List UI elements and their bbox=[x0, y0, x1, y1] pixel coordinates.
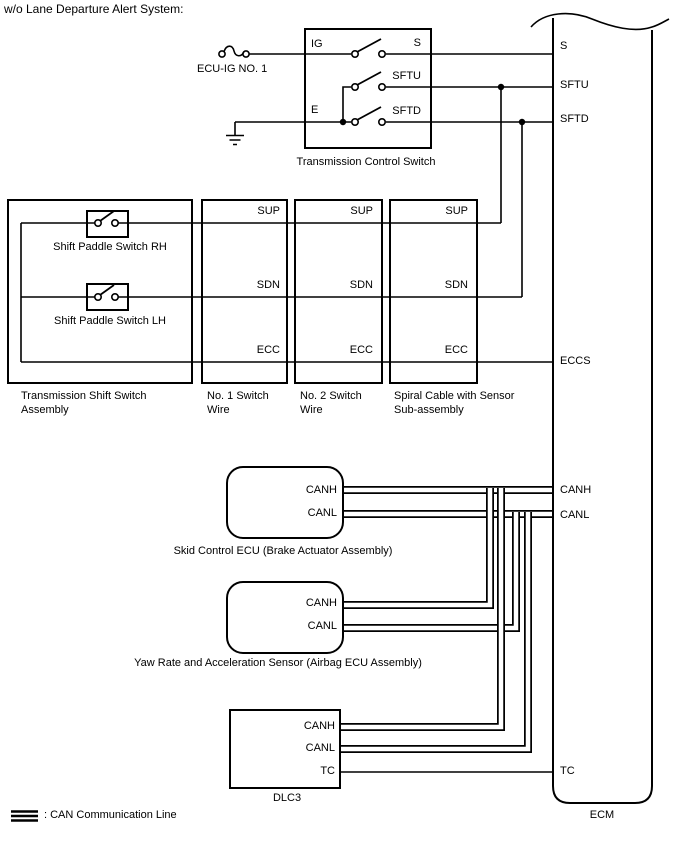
sw2-terminal-ecc: ECC bbox=[349, 344, 373, 356]
sw1-terminal-ecc: ECC bbox=[256, 344, 280, 356]
tcs-caption: Transmission Control Switch bbox=[296, 156, 436, 168]
skid-caption: Skid Control ECU (Brake Actuator Assembly) bbox=[173, 545, 393, 557]
ecm-terminal-canl: CANL bbox=[560, 509, 590, 521]
sw1-terminal-sdn: SDN bbox=[256, 279, 280, 291]
tcs-terminal-ig: IG bbox=[311, 38, 323, 50]
skid-terminal-canh: CANH bbox=[305, 484, 337, 496]
ecm-torn-edge bbox=[531, 14, 669, 30]
sw2-terminal-sup: SUP bbox=[350, 205, 373, 217]
ecm-terminal-sftu: SFTU bbox=[560, 79, 589, 91]
spiral-caption: Spiral Cable with Sensor Sub-assembly bbox=[394, 390, 515, 416]
ecm-terminal-canh: CANH bbox=[560, 484, 592, 496]
switch-paddle-rh bbox=[95, 211, 118, 226]
ecm-box bbox=[531, 14, 669, 803]
spiral-terminal-sup: SUP bbox=[445, 205, 468, 217]
spiral-terminal-ecc: ECC bbox=[444, 344, 468, 356]
ground-symbol bbox=[226, 122, 244, 145]
can-line-legend-label: : CAN Communication Line bbox=[44, 809, 177, 821]
skid-control-ecu-box bbox=[227, 467, 343, 538]
can-bus-wires bbox=[340, 488, 552, 749]
junction-e-common bbox=[340, 119, 346, 125]
page-title: w/o Lane Departure Alert System: bbox=[4, 2, 184, 16]
junction-sftd-sdn bbox=[519, 119, 525, 125]
skid-terminal-canl: CANL bbox=[307, 507, 337, 519]
yaw-terminal-canh: CANH bbox=[305, 597, 337, 609]
sw2-terminal-sdn: SDN bbox=[349, 279, 373, 291]
tcs-terminal-sftd: SFTD bbox=[392, 105, 421, 117]
shift-switch-assembly-box bbox=[8, 200, 192, 383]
tcs-terminal-s: S bbox=[413, 37, 421, 49]
sw1-caption: No. 1 Switch Wire bbox=[207, 390, 269, 416]
yaw-rate-sensor-box bbox=[227, 582, 343, 653]
junction-sftu-sup bbox=[498, 84, 504, 90]
paddle-lh-label: Shift Paddle Switch LH bbox=[54, 315, 166, 327]
sw2-caption: No. 2 Switch Wire bbox=[300, 390, 362, 416]
switch-paddle-lh bbox=[95, 285, 118, 300]
paddle-rh-label: Shift Paddle Switch RH bbox=[53, 241, 167, 253]
tcs-terminal-e: E bbox=[311, 104, 319, 116]
sw1-terminal-sup: SUP bbox=[257, 205, 280, 217]
ecm-terminal-sftd: SFTD bbox=[560, 113, 589, 125]
tcs-terminal-sftu: SFTU bbox=[392, 70, 421, 82]
ecm-caption: ECM bbox=[589, 809, 615, 821]
ecm-terminal-tc: TC bbox=[560, 765, 575, 777]
dlc3-terminal-tc: TC bbox=[320, 765, 335, 777]
dlc3-terminal-canl: CANL bbox=[305, 742, 335, 754]
ecm-terminal-eccs: ECCS bbox=[560, 355, 591, 367]
spiral-terminal-sdn: SDN bbox=[444, 279, 468, 291]
assembly-caption: Transmission Shift Switch Assembly bbox=[21, 390, 147, 416]
dlc3-caption: DLC3 bbox=[272, 792, 302, 804]
yaw-caption: Yaw Rate and Acceleration Sensor (Airbag ECU Assembly) bbox=[134, 657, 422, 669]
fuse-symbol bbox=[219, 46, 249, 57]
yaw-terminal-canl: CANL bbox=[307, 620, 337, 632]
can-line-legend-icon bbox=[11, 812, 38, 821]
fuse-label: ECU-IG NO. 1 bbox=[197, 63, 268, 75]
ecm-terminal-s: S bbox=[560, 40, 568, 52]
dlc3-terminal-canh: CANH bbox=[303, 720, 335, 732]
